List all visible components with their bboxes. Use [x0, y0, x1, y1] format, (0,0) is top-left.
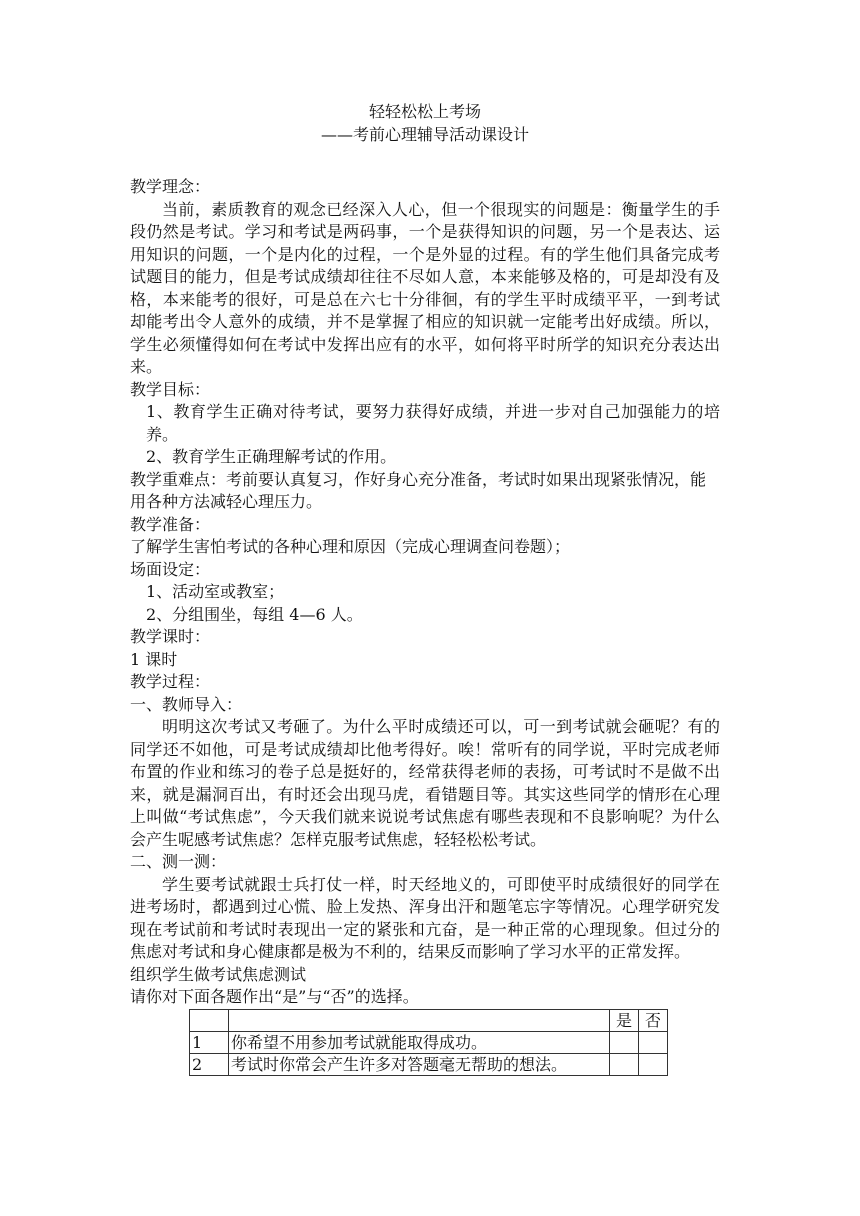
- table-row: [190, 1031, 668, 1053]
- prep-text: 了解学生害怕考试的各种心理和原因（完成心理调查问卷题）；: [130, 537, 571, 556]
- concept-text: 当前，素质教育的观念已经深入人心，但一个很现实的问题是：衡量学生的手段仍然是考试。学习和考试是两码事，一个是获得知识的问题，另一个是表达、运用知识的问题，一个是内化的过程，一个是外显的过程。有的学生他们具备完成考试题目的能力，但是考试成绩却往往不尽如人意，本来能够及格的，可是却没有及格，本来能考的很好，可是总在六七十分徘徊，有的学生平时成绩平平，一到考试却能考出令人意外的成绩，并不是掌握了相应的知识就一定能考出好成绩。所以，学生必须懂得如何在考试中发挥出应有的水平，如何将平时所学的知识充分表达出来。: [130, 199, 720, 376]
- header-yes-cell: 是: [610, 1009, 639, 1031]
- prep-heading: 教学准备：: [130, 514, 211, 534]
- row-num-cell: 1: [190, 1031, 229, 1053]
- goal-heading: 教学目标：: [130, 379, 211, 399]
- row-no-cell[interactable]: [639, 1053, 668, 1075]
- header-question-cell: [229, 1009, 610, 1031]
- table-header-row: [190, 1009, 668, 1031]
- doc-subtitle: ——考前心理辅导活动课设计: [320, 124, 529, 144]
- instruction-text: 请你对下面各题作出“是”与“否”的选择。: [130, 987, 419, 1006]
- hours-text: 1 课时: [130, 649, 178, 669]
- concept-heading: 教学理念：: [130, 177, 211, 196]
- row-question-cell: 你希望不用参加考试就能取得成功。: [229, 1031, 610, 1053]
- step1-text: 明明这次考试又考砸了。为什么平时成绩还可以，可一到考试就会砸呢？有的同学还不如他，可是考试成绩却比他考得好。唉！常听有的同学说，平时完成老师布置的作业和练习的卷子总是挺好的，经常获得老师的表扬，可考试时不是做不出来，就是漏洞百出，有时还会出现马虎，看错题目等。其实这些同学的情形在心理上叫做“考试焦虑”，今天我们就来说说考试焦虑有哪些表现和不良影响呢？为什么会产生呢感考试焦虑？怎样克服考试焦虑，轻轻松松考试。: [130, 717, 720, 849]
- goal-item-2: 2、教育学生正确理解考试的作用。: [146, 447, 397, 466]
- row-question-cell: 考试时你常会产生许多对答题毫无帮助的想法。: [229, 1053, 610, 1075]
- header-no-cell: 否: [639, 1009, 668, 1031]
- setting-item-2: 2、分组围坐，每组 4—6 人。: [146, 604, 363, 624]
- doc-title: 轻轻松松上考场: [368, 102, 481, 121]
- row-yes-cell[interactable]: [610, 1031, 639, 1053]
- header-num-cell: [190, 1009, 229, 1031]
- goal-item-1: 1、教育学生正确对待考试，要努力获得好成绩，并进一步对自己加强能力的培养。: [146, 402, 720, 444]
- step2-heading: 二、测一测：: [130, 852, 227, 871]
- table-row: [190, 1053, 668, 1075]
- hours-heading: 教学课时：: [130, 627, 211, 646]
- row-num-cell: 2: [190, 1053, 229, 1075]
- key-points: 教学重难点：考前要认真复习，作好身心充分准备，考试时如果出现紧张情况，能用各种方法减轻心理压力。: [130, 469, 707, 511]
- setting-item-1: 1、活动室或教室；: [146, 582, 285, 601]
- anxiety-quiz-table: [189, 1009, 668, 1076]
- step1-heading: 一、教师导入：: [130, 694, 243, 714]
- organize-text: 组织学生做考试焦虑测试: [130, 964, 307, 984]
- setting-heading: 场面设定：: [130, 559, 211, 579]
- row-no-cell[interactable]: [639, 1031, 668, 1053]
- process-heading: 教学过程：: [130, 672, 211, 691]
- step2-text: 学生要考试就跟士兵打仗一样，时天经地义的，可即使平时成绩很好的同学在进考场时，都遇到过心慌、脸上发热、浑身出汗和题笔忘字等情况。心理学研究发现在考试前和考试时表现出一定的紧张和亢奋，是一种正常的心理现象。但过分的焦虑对考试和身心健康都是极为不利的，结果反而影响了学习水平的正常发挥。: [130, 874, 720, 961]
- row-yes-cell[interactable]: [610, 1053, 639, 1075]
